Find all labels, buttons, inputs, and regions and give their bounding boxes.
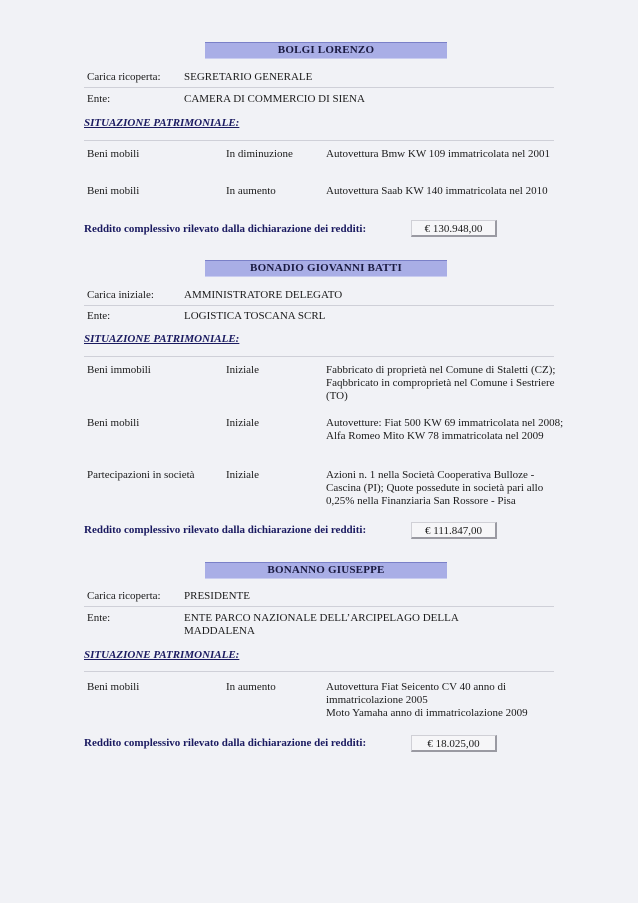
income-label: Reddito complessivo rilevato dalla dichiarazione dei redditi: bbox=[84, 737, 367, 749]
situation-heading: SITUAZIONE PATRIMONIALE: bbox=[84, 333, 240, 345]
asset-description-line: Autovettura Fiat Seicento CV 40 anno di immatricolazione 2005 bbox=[326, 681, 507, 706]
role-value: AMMINISTRATORE DELEGATO bbox=[184, 289, 343, 301]
income-value: € 111.847,00 bbox=[411, 522, 497, 539]
asset-status: In aumento bbox=[226, 681, 276, 693]
asset-description: Fabbricato di proprietà nel Comune di Staletti (CZ); Faqbbricato in comproprietà nel Comune i Sestriere (TO) bbox=[326, 364, 556, 402]
role-label: Carica ricoperta: bbox=[87, 71, 161, 83]
divider bbox=[84, 671, 554, 672]
asset-type: Beni immobili bbox=[87, 364, 151, 376]
entity-value: CAMERA DI COMMERCIO DI SIENA bbox=[184, 93, 365, 105]
asset-description: Azioni n. 1 nella Società Cooperativa Bulloze - Cascina (PI); Quote possedute in società pari allo 0,25% nella Finanziaria San Rossore - Pisa bbox=[326, 469, 544, 507]
asset-type: Beni mobili bbox=[87, 148, 140, 160]
income-value: € 18.025,00 bbox=[411, 735, 497, 752]
situation-heading: SITUAZIONE PATRIMONIALE: bbox=[84, 117, 240, 129]
role-value: SEGRETARIO GENERALE bbox=[184, 71, 313, 83]
divider bbox=[84, 356, 554, 357]
divider bbox=[84, 140, 554, 141]
asset-description: Autovettura Saab KW 140 immatricolata nel 2010 bbox=[326, 185, 548, 197]
income-value: € 130.948,00 bbox=[411, 220, 497, 237]
entity-label: Ente: bbox=[87, 310, 111, 322]
entity-label: Ente: bbox=[87, 93, 111, 105]
asset-type: Partecipazioni in società bbox=[87, 469, 195, 481]
income-label: Reddito complessivo rilevato dalla dichiarazione dei redditi: bbox=[84, 524, 367, 536]
divider bbox=[84, 305, 554, 306]
role-value: PRESIDENTE bbox=[184, 590, 250, 602]
situation-heading: SITUAZIONE PATRIMONIALE: bbox=[84, 649, 240, 661]
asset-description: Autovettura Bmw KW 109 immatricolata nel 2001 bbox=[326, 148, 551, 160]
person-name-header: BONANNO GIUSEPPE bbox=[205, 562, 447, 579]
asset-status: Iniziale bbox=[226, 364, 259, 376]
asset-description-line: Moto Yamaha anno di immatricolazione 2009 bbox=[326, 707, 528, 719]
entity-label: Ente: bbox=[87, 612, 111, 624]
asset-status: Iniziale bbox=[226, 469, 259, 481]
person-name-header: BONADIO GIOVANNI BATTI bbox=[205, 260, 447, 277]
role-label: Carica iniziale: bbox=[87, 289, 154, 301]
asset-description: Autovetture: Fiat 500 KW 69 immatricolata nel 2008; Alfa Romeo Mito KW 78 immatricolata nel 2009 bbox=[326, 417, 564, 442]
asset-status: In aumento bbox=[226, 185, 276, 197]
entity-value: LOGISTICA TOSCANA SCRL bbox=[184, 310, 326, 322]
asset-type: Beni mobili bbox=[87, 681, 140, 693]
person-name-header: BOLGI LORENZO bbox=[205, 42, 447, 59]
role-label: Carica ricoperta: bbox=[87, 590, 161, 602]
asset-description bbox=[326, 681, 536, 720]
income-label: Reddito complessivo rilevato dalla dichiarazione dei redditi: bbox=[84, 223, 367, 235]
asset-status: Iniziale bbox=[226, 417, 259, 429]
divider bbox=[84, 87, 554, 88]
asset-status: In diminuzione bbox=[226, 148, 293, 160]
asset-type: Beni mobili bbox=[87, 417, 140, 429]
divider bbox=[84, 606, 554, 607]
entity-value: ENTE PARCO NAZIONALE DELL’ARCIPELAGO DELLA MADDALENA bbox=[184, 612, 459, 637]
asset-type: Beni mobili bbox=[87, 185, 140, 197]
